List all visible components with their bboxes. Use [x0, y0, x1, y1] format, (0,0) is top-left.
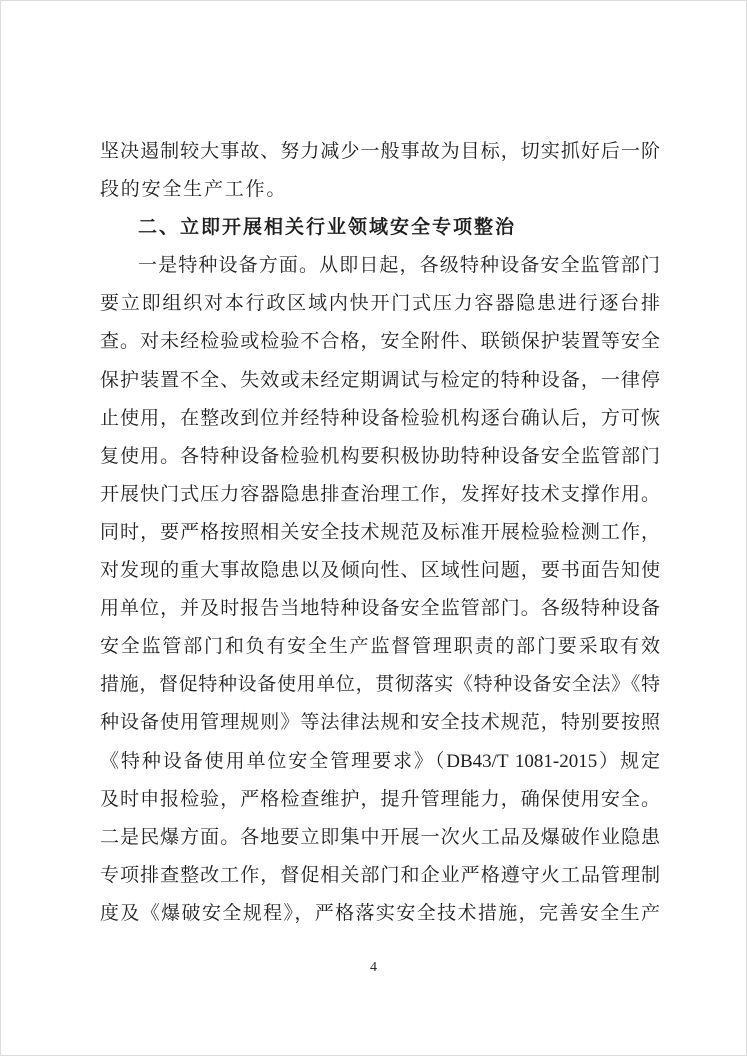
document-line: 安全监管部门和负有安全生产监督管理职责的部门要采取有效: [100, 636, 660, 658]
document-line: 二是民爆方面。各地要立即集中开展一次火工品及爆破作业隐患: [100, 826, 660, 848]
section-heading: 二、立即开展相关行业领域安全专项整治: [138, 217, 517, 239]
document-line: 复使用。各特种设备检验机构要积极协助特种设备安全监管部门: [100, 445, 660, 467]
document-line: 用单位，并及时报告当地特种设备安全监管部门。各级特种设备: [100, 598, 660, 620]
document-line: 及时申报检验，严格检查维护，提升管理能力，确保使用安全。: [100, 788, 660, 810]
document-line: 开展快门式压力容器隐患排查治理工作，发挥好技术支撑作用。: [100, 483, 660, 505]
document-line: 一是特种设备方面。从即日起，各级特种设备安全监管部门: [138, 255, 660, 277]
document-line: 种设备使用管理规则》等法律法规和安全技术规范，特别要按照: [100, 712, 660, 734]
document-line: 对发现的重大事故隐患以及倾向性、区域性问题，要书面告知使: [100, 560, 660, 582]
page-number: 4: [370, 960, 377, 975]
document-line: 专项排查整改工作，督促相关部门和企业严格遵守火工品管理制: [100, 864, 660, 886]
document-line: 措施，督促特种设备使用单位，贯彻落实《特种设备安全法》《特: [100, 674, 660, 696]
document-line: 同时，要严格按照相关安全技术规范及标准开展检验检测工作，: [100, 521, 660, 543]
document-line: 坚决遏制较大事故、努力减少一般事故为目标，切实抓好后一阶: [100, 141, 660, 162]
document-line: 保护装置不全、失效或未经定期调试与检定的特种设备，一律停: [100, 369, 660, 391]
document-line: 度及《爆破安全规程》，严格落实安全技术措施，完善安全生产: [100, 902, 660, 924]
document-line: 《特种设备使用单位安全管理要求》（DB43/T 1081-2015）规定: [100, 750, 660, 772]
document-line: 要立即组织对本行政区域内快开门式压力容器隐患进行逐台排: [100, 293, 660, 315]
document-body: [100, 133, 660, 933]
document-line: 查。对未经检验或检验不合格，安全附件、联锁保护装置等安全: [100, 331, 660, 353]
document-line: 段的安全生产工作。: [100, 179, 288, 201]
document-line: 止使用，在整改到位并经特种设备检验机构逐台确认后，方可恢: [100, 407, 660, 429]
